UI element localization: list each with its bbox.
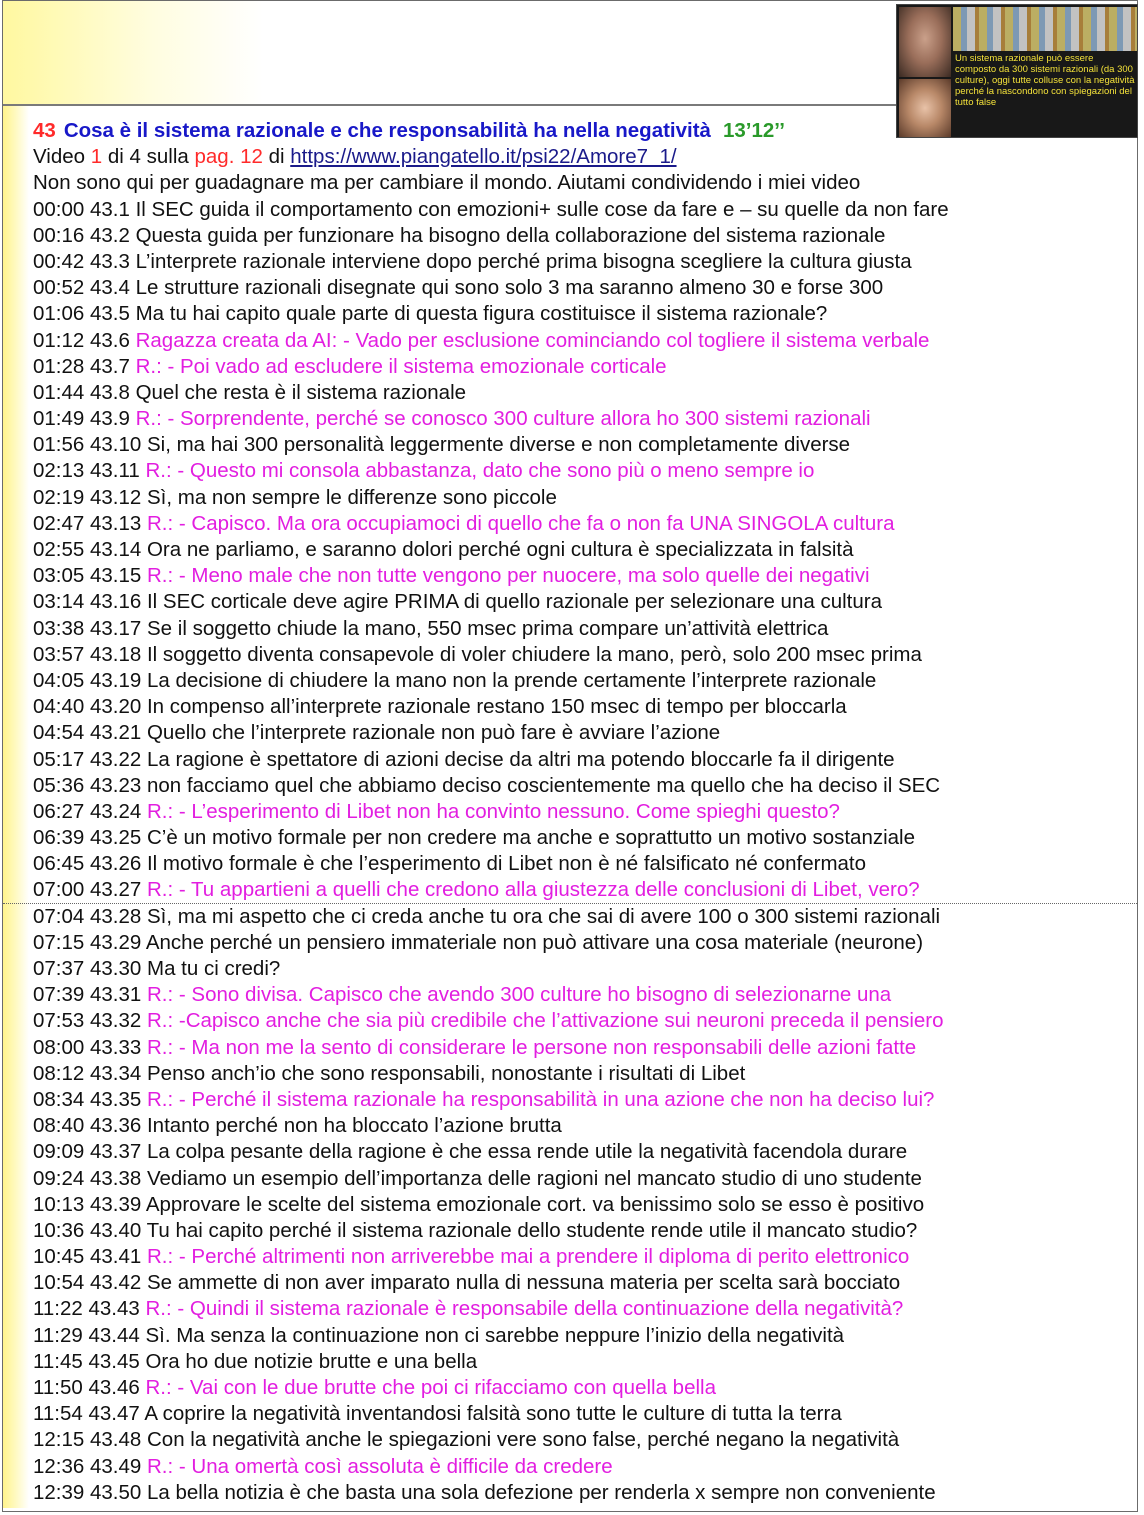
page-reference: pag. 12 [194, 145, 263, 169]
timestamp: 01:49 43.9 [33, 407, 136, 431]
timestamp: 11:50 43.46 [33, 1376, 146, 1399]
video-suffix: di [262, 145, 291, 169]
ai-speech: R.: - Poi vado ad escludere il sistema emozionale corticale [135, 354, 667, 378]
transcript-line: 03:38 43.17 Se il soggetto chiude la mano, 550 msec prima compare un’attività elettrica [33, 616, 829, 640]
transcript-line: 10:36 43.40 Tu hai capito perché il sistema razionale dello studente rende utile il mancato studio? [33, 1218, 918, 1242]
transcript-line-ai [33, 328, 1128, 354]
transcript-line: 11:54 43.47 A coprire la negatività inventandosi falsità sono tutte le culture di tutta la terra [33, 1402, 842, 1426]
transcript-line-ai [33, 1087, 1128, 1113]
timestamp: 02:47 43.13 [33, 511, 147, 535]
transcript-line: 00:52 43.4 Le strutture razionali disegnate qui sono solo 3 ma saranno almeno 30 e forse 300 [33, 276, 884, 300]
timestamp: 01:12 43.6 [33, 328, 136, 352]
timestamp: 08:34 43.35 [33, 1087, 147, 1111]
transcript-line: 01:44 43.8 Quel che resta è il sistema razionale [33, 380, 467, 404]
timestamp: 03:05 43.15 [33, 564, 147, 588]
transcript-line: 04:05 43.19 La decisione di chiudere la mano non la prende certamente l’interprete razionale [33, 668, 877, 692]
transcript-line: 12:39 43.50 La bella notizia è che basta una sola defezione per renderla x sempre non conveniente [33, 1480, 936, 1504]
source-link[interactable]: https://www.piangatello.it/psi22/Amore7_1/ [290, 145, 677, 169]
episode-duration: 13’12’’ [722, 119, 785, 142]
transcript-line-ai [33, 354, 1128, 380]
transcript-line: 07:15 43.29 Anche perché un pensiero immateriale non può attivare una cosa materiale (neurone) [33, 930, 924, 954]
transcript-line-ai [33, 799, 1128, 825]
ai-speech: R.: - Ma non me la sento di considerare le persone non responsabili delle azioni fatte [147, 1035, 917, 1059]
ai-speech: R.: - Vai con le due brutte che poi ci rifacciamo con quella bella [145, 1376, 716, 1399]
transcript-line: 05:36 43.23 non facciamo quel che abbiamo deciso coscientemente ma quello che ha deciso il SEC [33, 773, 941, 797]
transcript-line-ai [33, 1244, 1128, 1270]
transcript-line-ai [33, 458, 1128, 484]
transcript-line-ai [33, 877, 1128, 903]
ai-speech: R.: - Sono divisa. Capisco che avendo 300 culture ho bisogno di selezionarne una [147, 983, 892, 1007]
episode-title-line [33, 118, 1128, 144]
video-mid: di 4 sulla [102, 145, 195, 169]
transcript [33, 118, 1128, 1506]
transcript-line-ai [33, 406, 1128, 432]
transcript-line: 02:19 43.12 Sì, ma non sempre le differenze sono piccole [33, 485, 557, 509]
transcript-line-ai [33, 982, 1128, 1008]
transcript-line: 02:55 43.14 Ora ne parliamo, e saranno dolori perché ogni cultura è specializzata in falsità [33, 538, 854, 561]
transcript-line: 01:06 43.5 Ma tu hai capito quale parte di questa figura costituisce il sistema razionale? [33, 302, 828, 326]
ai-speech: R.: - Quindi il sistema razionale è responsabile della continuazione della negatività? [145, 1297, 904, 1321]
transcript-line: 00:42 43.3 L’interprete razionale interviene dopo perché prima bisogna scegliere la cultura giusta [33, 249, 912, 273]
transcript-line-ai [33, 1375, 1128, 1401]
transcript-line-ai [33, 563, 1128, 589]
ai-speech: Ragazza creata da AI: - Vado per esclusione cominciando col togliere il sistema verbale [135, 328, 930, 352]
transcript-line: 06:45 43.26 Il motivo formale è che l’esperimento di Libet non è né falsificato né confermato [33, 852, 867, 876]
transcript-line: 04:54 43.21 Quello che l’interprete razionale non può fare è avviare l’azione [33, 721, 721, 745]
transcript-line: 00:16 43.2 Questa guida per funzionare ha bisogno della collaborazione del sistema razionale [33, 223, 886, 247]
transcript-line-ai [33, 1296, 1128, 1322]
transcript-line-ai [33, 1035, 1128, 1061]
transcript-line: 06:39 43.25 C’è un motivo formale per non credere ma anche e soprattutto un motivo sostanziale [33, 826, 916, 850]
timestamp: 11:22 43.43 [33, 1297, 146, 1321]
ai-speech: R.: - Capisco. Ma ora occupiamoci di quello che fa o non fa UNA SINGOLA cultura [147, 511, 895, 535]
transcript-line-ai [33, 1454, 1128, 1480]
ai-speech: R.: - Sorprendente, perché se conosco 300 culture allora ho 300 sistemi razionali [135, 407, 871, 431]
video-prefix: Video [33, 145, 91, 169]
ai-speech: R.: - Una omertà così assoluta è difficile da credere [147, 1454, 613, 1478]
episode-number: 43 [33, 119, 56, 142]
transcript-line: 00:00 43.1 Il SEC guida il comportamento con emozioni+ sulle cose da fare e – su quelle da non fare [33, 197, 949, 221]
timestamp: 07:00 43.27 [33, 878, 147, 902]
transcript-line: 12:15 43.48 Con la negatività anche le spiegazioni vere sono false, perché negano la negatività [33, 1428, 900, 1452]
transcript-line: 01:56 43.10 Si, ma hai 300 personalità leggermente diverse e non completamente diverse [33, 433, 851, 457]
episode-title: Cosa è il sistema razionale e che responsabilità ha nella negatività [63, 119, 711, 142]
transcript-line-ai [33, 511, 1128, 537]
ai-speech: R.: - Perché il sistema razionale ha responsabilità in una azione che non ha deciso lui? [147, 1087, 935, 1111]
ai-speech: R.: - Questo mi consola abbastanza, dato che sono più o meno sempre io [145, 459, 815, 483]
transcript-line: 08:12 43.34 Penso anch’io che sono responsabili, nonostante i risultati di Libet [33, 1061, 746, 1085]
timestamp: 07:53 43.32 [33, 1009, 147, 1033]
ai-speech: R.: - L’esperimento di Libet non ha convinto nessuno. Come spieghi questo? [147, 799, 840, 823]
timestamp: 08:00 43.33 [33, 1035, 147, 1059]
transcript-line: 09:24 43.38 Vediamo un esempio dell’importanza delle ragioni nel mancato studio di uno studente [33, 1166, 922, 1190]
transcript-line: 09:09 43.37 La colpa pesante della ragione è che essa rende utile la negatività facendola durare [33, 1140, 908, 1164]
transcript-line: 03:57 43.18 Il soggetto diventa consapevole di voler chiudere la mano, però, solo 200 msec prima [33, 642, 922, 666]
ai-speech: R.: -Capisco anche che sia più credibile che l’attivazione sui neuroni preceda il pensiero [147, 1009, 944, 1033]
transcript-line: 11:45 43.45 Ora ho due notizie brutte e una bella [33, 1349, 478, 1373]
transcript-line: 11:29 43.44 Sì. Ma senza la continuazione non ci sarebbe neppure l’inizio della negatività [33, 1323, 845, 1347]
transcript-line: 08:40 43.36 Intanto perché non ha bloccato l’azione brutta [33, 1114, 562, 1138]
transcript-line: 03:14 43.16 Il SEC corticale deve agire PRIMA di quello razionale per selezionare una cultura [33, 590, 882, 614]
transcript-line: 07:37 43.30 Ma tu ci credi? [33, 957, 281, 980]
ai-speech: R.: - Perché altrimenti non arriverebbe mai a prendere il diploma di perito elettronico [147, 1245, 910, 1269]
timestamp: 12:36 43.49 [33, 1454, 147, 1478]
transcript-line-ai [33, 1008, 1128, 1034]
thumbnail-caption: Un sistema razionale può essere composto da 300 sistemi razionali (da 300 culture), oggi tutte colluse con la negatività perché la nascondono con spiegazioni del tutto false [955, 53, 1135, 108]
left-margin-stripe [3, 106, 29, 1508]
ai-speech: R.: - Tu appartieni a quelli che credono alla giustezza delle conclusioni di Libet, vero? [147, 878, 920, 902]
transcript-line: 04:40 43.20 In compenso all’interprete razionale restano 150 msec di tempo per bloccarla [33, 695, 847, 719]
brain-diagram-graphic [953, 7, 1137, 51]
ai-speech: R.: - Meno male che non tutte vengono per nuocere, ma solo quelle dei negativi [147, 564, 870, 588]
timestamp: 01:28 43.7 [33, 354, 136, 378]
transcript-line: 07:04 43.28 Sì, ma mi aspetto che ci creda anche tu ora che sai di avere 100 o 300 sistemi razionali [33, 904, 941, 928]
presenter-photo [899, 7, 951, 77]
video-reference-line [33, 144, 1128, 170]
timestamp: 07:39 43.31 [33, 983, 147, 1007]
timestamp: 10:45 43.41 [33, 1245, 147, 1269]
video-index: 1 [90, 145, 103, 169]
transcript-lines [33, 197, 1128, 1506]
transcript-line: 10:13 43.39 Approvare le scelte del sistema emozionale cort. va benissimo solo se esso è positivo [33, 1192, 925, 1216]
timestamp: 06:27 43.24 [33, 799, 147, 823]
intro-line: Non sono qui per guadagnare ma per cambiare il mondo. Aiutami condividendo i miei video [33, 171, 861, 195]
transcript-line: 05:17 43.22 La ragione è spettatore di azioni decise da altri ma potendo bloccarle fa il dirigente [33, 747, 895, 771]
transcript-line: 10:54 43.42 Se ammette di non aver imparato nulla di nessuna materia per scelta sarà bocciato [33, 1271, 901, 1295]
timestamp: 02:13 43.11 [33, 459, 146, 483]
